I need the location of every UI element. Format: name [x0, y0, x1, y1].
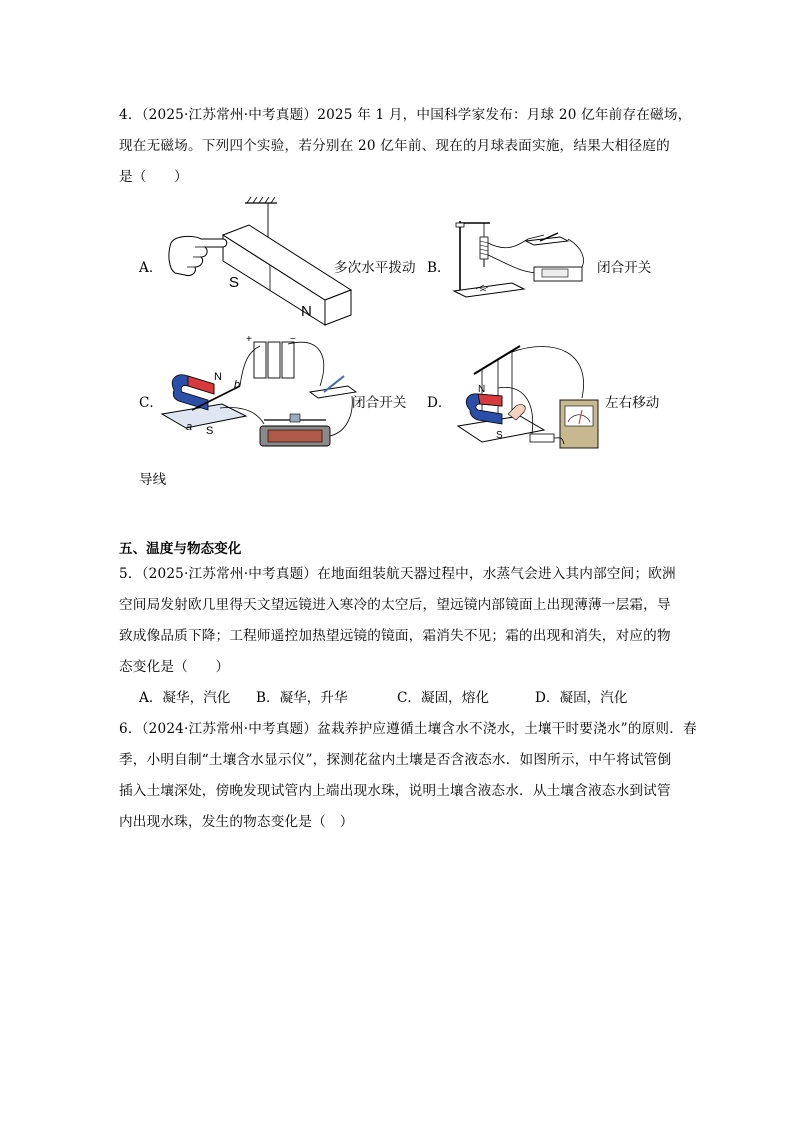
pole-s-label-c: S [206, 425, 214, 437]
battery-plus: + [246, 334, 252, 345]
q5-line-2: 空间局发射欧几里得天文望远镜进入寒冷的太空后，望远镜内部镜面上出现薄薄一层霜，导 [119, 597, 671, 613]
q5-line-4: 态变化是（ ） [119, 659, 230, 675]
q5-choice-c: C．凝固，熔化 [397, 690, 489, 706]
option-c-letter: C． [139, 395, 163, 411]
section-title: 五、温度与物态变化 [119, 541, 242, 557]
label-a: a [186, 421, 193, 433]
option-b-letter: B． [427, 260, 451, 276]
q5-choice-b: B．凝华，升华 [256, 690, 348, 706]
q6-line-4: 内出现水珠，发生的物态变化是（ ） [119, 814, 354, 830]
pole-s-label-a: S [229, 274, 240, 291]
option-b-caption: 闭合开关 [597, 260, 652, 276]
q5-line-1: 5．（2025·江苏常州·中考真题）在地面组装航天器过程中，水蒸气会进入其内部空间；欧洲 [119, 566, 676, 582]
option-b-figure [448, 213, 593, 305]
option-d-caption: 左右移动 [605, 395, 660, 411]
q6-line-1: 6．（2024·江苏常州·中考真题）盆栽养护应遵循土壤含水不浇水，土壤干时要浇水”的原则．春 [119, 721, 697, 737]
pole-s-label-d: S [496, 430, 503, 441]
q4-line-3: 是（ ） [119, 169, 188, 185]
option-c-extra: 导线 [139, 472, 167, 488]
q5-line-3: 致成像品质下降；工程师遥控加热望远镜的镜面，霜消失不见；霜的出现和消失，对应的物 [119, 628, 671, 644]
q4-line-1: 4．（2025·江苏常州·中考真题）2025 年 1 月，中国科学家发布：月球 20 亿年前存在磁场， [119, 107, 692, 123]
option-c-figure [160, 336, 360, 458]
pole-n-label-a: N [301, 303, 312, 320]
option-c-caption: 闭合开关 [352, 395, 407, 411]
option-a-caption: 多次水平拨动 [334, 260, 416, 276]
q6-line-2: 季，小明自制“土壤含水显示仪”，探测花盆内土壤是否含液态水．如图所示，中午将试管倒 [119, 752, 672, 768]
q4-line-2: 现在无磁场。下列四个实验，若分别在 20 亿年前、现在的月球表面实施，结果大相径庭的 [119, 138, 670, 154]
q5-choice-a: A．凝华，汽化 [139, 690, 231, 706]
q5-choice-d: D．凝固，汽化 [535, 690, 628, 706]
option-d-figure [452, 340, 602, 458]
option-a-letter: A． [139, 260, 163, 276]
battery-minus: − [290, 334, 296, 345]
q6-line-3: 插入土壤深处，傍晚发现试管内上端出现水珠，说明土壤含液态水．从土壤含液态水到试管 [119, 783, 671, 799]
option-a-figure [165, 195, 345, 330]
pole-n-label-d: N [478, 384, 486, 395]
label-b: b [234, 379, 241, 391]
option-d-letter: D． [427, 395, 452, 411]
pole-n-label-c: N [214, 371, 222, 383]
